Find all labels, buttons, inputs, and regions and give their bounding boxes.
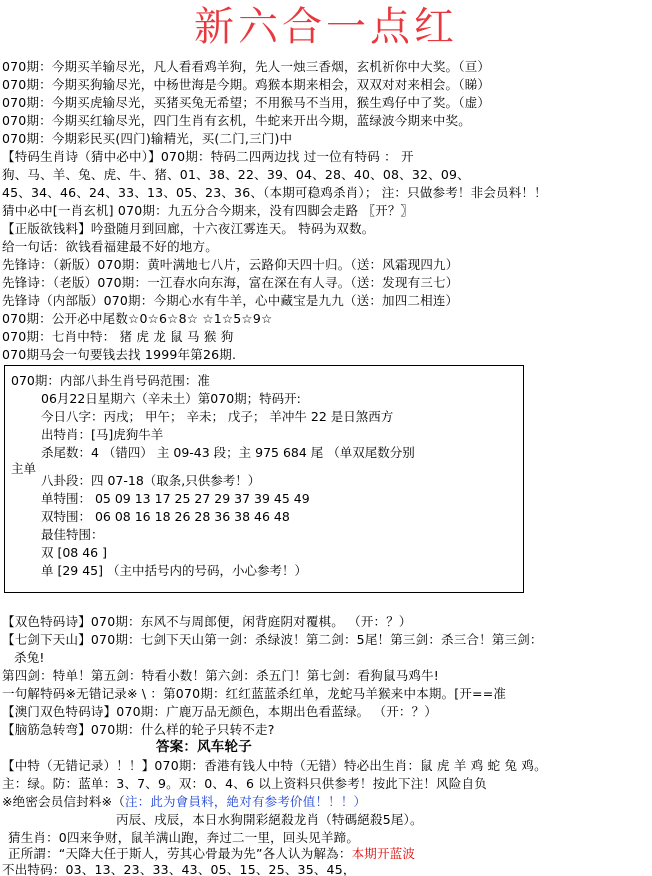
text-line: 先锋诗：（老版）070期：一江春水向东海，富在深在有人寻。（送：发现有三七） — [2, 275, 459, 290]
box-line: 今日八字：丙戌； 甲午； 辛未； 戊子； 羊冲牛 22 是日煞西方 — [41, 409, 394, 424]
text-line: 先锋诗（内部版）070期：今期心水有牛羊，心中藏宝是九九（送：加四二相连） — [2, 293, 459, 308]
text-line: 070期：公开必中尾数☆0☆6☆8☆ ☆1☆5☆9☆ — [2, 311, 273, 326]
text-line: 主：绿。防：蓝单：3、7、9。双：0、4、6 以上资料只供参考！按此下注！风险自负 — [2, 776, 487, 791]
text-line: 070期马会一句要钱去找 1999年第26期. — [2, 347, 237, 362]
text-line: 【双色特码诗】070期：东风不与周郎便，闲背庭阴对覆棋。 （开：？） — [2, 614, 412, 629]
text-line: 不出特码：03、13、23、33、43、05、15、25、35、45， — [2, 862, 356, 876]
text-line: 先锋诗：（新版）070期：黄叶满地七八片，云路仰天四十归。（送：风霜现四九） — [2, 257, 459, 272]
text-line: 【脑筋急转弯】070期：什么样的轮子只转不走? — [2, 722, 275, 737]
zheng-prefix: 正所謂：“天降大任于斯人，劳其心骨最为先”各人认为解為： — [8, 846, 352, 861]
text-line: 杀兔! — [14, 650, 45, 665]
box-line: 单 [29 45] （主中括号内的号码，小心参考！） — [41, 563, 307, 578]
box-line: 双 [08 46 ] — [41, 545, 107, 560]
text-line: 一句解特码※无错记录※ \ ：第070期：红红蓝蓝杀红单，龙蛇马羊猴来中本期。[开==准 — [2, 686, 507, 701]
zheng-highlight: 本期开蓝波 — [351, 846, 416, 861]
text-line: 【正版欲钱料】吟蛩随月到回廊，十六夜江雾连天。 特码为双数。 — [2, 221, 375, 236]
box-line: 主单 — [11, 461, 37, 476]
text-line: 070期：今期买虎输尽光，买猪买兔无希望；不用猴马不当用，猴生鸡仔中了奖。（虚） — [2, 95, 491, 110]
text-line: 猜生肖：0四来争财，鼠羊满山跑，奔过二一里，回头见羊蹄。 — [8, 830, 360, 845]
zheng-line — [8, 845, 415, 862]
bagua-info-box — [4, 365, 524, 593]
text-line: 猜中必中[一肖玄机] 070期：九五分合今期来，没有四脚会走路 〖开？〗 — [2, 203, 414, 218]
text-line: 070期：今期买羊输尽光，凡人看看鸡羊狗，先人一烛三香烟，玄机祈你中大奖。（亘） — [2, 59, 491, 74]
text-line: 45、34、46、24、33、13、05、23、36、（本期可稳鸡杀肖）； 注：只做参考！非会员料！！ — [2, 185, 547, 200]
box-line: 八卦段：四 07-18（取条,只供参考！） — [41, 473, 261, 488]
vip-note: 注：此为會員料，絶对有参考价值！！！） — [124, 794, 367, 809]
text-line: 给一句话：欲钱看福建最不好的地方。 — [2, 239, 218, 254]
text-line: 【中特（无错记录）！！】070期：香港有钱人中特（无错）特必出生肖：鼠 虎 羊 鸡 蛇 兔 鸡。 — [2, 758, 547, 773]
text-line: 070期：今期彩民买(四门)输精光，买(二门,三门)中 — [2, 131, 293, 146]
text-line: 【七剑下天山】070期：七剑下天山第一剑：杀绿波！第二剑：5尾！第三剑：杀三合！第三剑： — [2, 632, 543, 647]
text-line: 丙辰、戌辰，本日水狗開彩絕殺龙肖（特碼絕殺5尾）。 — [116, 812, 423, 827]
text-line: 【澳门双色特码诗】070期：广鹿万品无颜色，本期出色看蓝绿。 （开：？） — [2, 704, 438, 719]
box-line: 最佳特围： — [41, 527, 104, 542]
box-line: 单特围： 05 09 13 17 25 27 29 37 39 45 49 — [41, 491, 310, 506]
box-line: 杀尾数：4 （错四） 主 09-43 段；主 975 684 尾 （单双尾数分别 — [41, 445, 415, 460]
text-line: 狗、马、羊、兔、虎、牛、猪、01、38、22、39、04、28、40、08、32、09、 — [2, 167, 470, 182]
box-line: 出特肖：[马]虎狗牛羊 — [41, 427, 164, 442]
text-line: 第四剑：特单！第五剑：特看小数！第六剑：杀五门！第七剑：看狗鼠马鸡牛! — [2, 668, 440, 683]
text-line: 【特码生肖诗（猜中必中）】070期：特码二四两边找 过一位有特码 ： 开 — [2, 149, 414, 164]
box-line: 双特围： 06 08 16 18 26 28 36 38 46 48 — [41, 509, 290, 524]
text-line: 070期：七肖中特： 猪 虎 龙 鼠 马 猴 狗 — [2, 329, 234, 344]
text-line: 070期：今期买红输尽光，四门生肖有玄机，牛蛇来开出今期，蓝绿波今期来中奖。 — [2, 113, 471, 128]
box-line: 070期：内部八卦生肖号码范围：准 — [11, 373, 210, 388]
vip-prefix: ※绝密会员信封料※（ — [2, 794, 125, 809]
vip-line — [2, 793, 366, 810]
riddle-answer: 答案：风车轮子 — [156, 739, 252, 755]
page-title: 新六合一点红 — [194, 4, 458, 50]
text-line: 070期：今期买狗输尽光，中杨世海是今期。鸡猴本期来相会，双双对对来相会。（睇） — [2, 77, 491, 92]
box-line: 06月22日星期六（辛未土）第070期；特码开: — [41, 391, 301, 406]
